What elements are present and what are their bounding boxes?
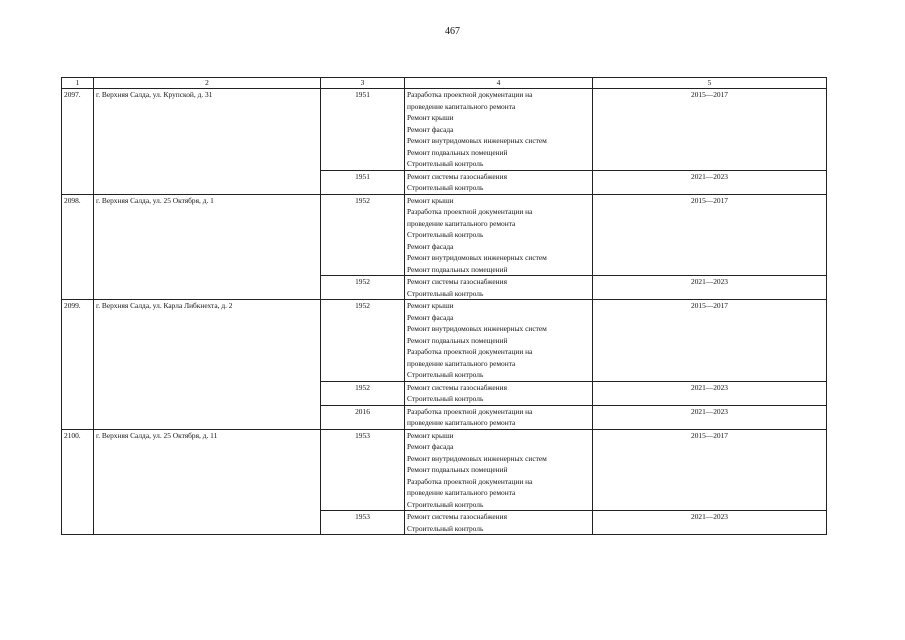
column-header-2: 2 xyxy=(94,78,321,89)
year-cell: 1953 xyxy=(321,429,405,511)
work-item: Ремонт крыши xyxy=(407,113,454,122)
table-body xyxy=(62,89,827,535)
work-item: Разработка проектной документации на xyxy=(407,406,533,416)
period-cell: 2021—2023 xyxy=(593,405,827,429)
page-number: 467 xyxy=(445,26,460,37)
table-row xyxy=(62,429,827,511)
works-cell xyxy=(405,381,593,405)
work-item: Ремонт системы газоснабжения xyxy=(407,277,507,286)
works-cell xyxy=(405,276,593,300)
work-item: Ремонт системы газоснабжения xyxy=(407,512,507,521)
work-item: Ремонт фасада xyxy=(407,241,454,251)
record-number: 2098. xyxy=(62,194,94,300)
year-cell: 1951 xyxy=(321,170,405,194)
work-item: Ремонт внутридомовых инженерных систем xyxy=(407,453,547,463)
works-cell xyxy=(405,89,593,171)
work-item: Ремонт системы газоснабжения xyxy=(407,171,507,181)
work-item: проведение капитального ремонта xyxy=(407,418,516,427)
work-item: Ремонт крыши xyxy=(407,301,454,310)
work-item: Строительный контроль xyxy=(407,159,484,168)
year-cell: 1952 xyxy=(321,276,405,300)
period-cell: 2015—2017 xyxy=(593,429,827,511)
works-cell xyxy=(405,194,593,276)
year-cell: 1953 xyxy=(321,511,405,535)
period-cell: 2015—2017 xyxy=(593,300,827,382)
work-item: Строительный контроль xyxy=(407,230,484,239)
work-item: Ремонт подвальных помещений xyxy=(407,465,508,474)
work-item: проведение капитального ремонта xyxy=(407,488,516,497)
works-cell xyxy=(405,405,593,429)
table-row xyxy=(62,89,827,171)
work-item: Строительный контроль xyxy=(407,183,484,192)
works-cell xyxy=(405,300,593,382)
work-item: проведение капитального ремонта xyxy=(407,101,516,111)
work-item: Ремонт фасада xyxy=(407,442,454,451)
period-cell: 2021—2023 xyxy=(593,276,827,300)
address-cell: г. Верхняя Салда, ул. Карла Либкнехта, д. 2 xyxy=(94,300,321,430)
period-cell: 2021—2023 xyxy=(593,381,827,405)
works-cell xyxy=(405,429,593,511)
address-cell: г. Верхняя Салда, ул. Крупской, д. 31 xyxy=(94,89,321,195)
work-item: Строительный контроль xyxy=(407,523,484,533)
table-row xyxy=(62,194,827,276)
column-header-5: 5 xyxy=(593,78,827,89)
record-number: 2099. xyxy=(62,300,94,430)
work-item: Ремонт крыши xyxy=(407,430,454,440)
year-cell: 1952 xyxy=(321,194,405,276)
work-item: Ремонт системы газоснабжения xyxy=(407,382,507,392)
work-item: Разработка проектной документации на xyxy=(407,347,533,356)
work-item: Ремонт фасада xyxy=(407,124,454,134)
works-cell xyxy=(405,511,593,535)
work-item: Ремонт внутридомовых инженерных систем xyxy=(407,324,547,333)
repair-schedule-table xyxy=(61,77,827,535)
period-cell: 2021—2023 xyxy=(593,511,827,535)
period-cell: 2015—2017 xyxy=(593,89,827,171)
year-cell: 1951 xyxy=(321,89,405,171)
work-item: Строительный контроль xyxy=(407,499,484,509)
work-item: Разработка проектной документации на xyxy=(407,90,533,99)
column-header-4: 4 xyxy=(405,78,593,89)
work-item: Ремонт подвальных помещений xyxy=(407,264,508,274)
work-item: Ремонт подвальных помещений xyxy=(407,335,508,345)
year-cell: 2016 xyxy=(321,405,405,429)
work-item: Строительный контроль xyxy=(407,288,484,298)
record-number: 2100. xyxy=(62,429,94,535)
column-header-3: 3 xyxy=(321,78,405,89)
address-cell: г. Верхняя Салда, ул. 25 Октября, д. 11 xyxy=(94,429,321,535)
work-item: проведение капитального ремонта xyxy=(407,218,516,228)
work-item: Ремонт внутридомовых инженерных систем xyxy=(407,136,547,145)
work-item: Ремонт подвальных помещений xyxy=(407,147,508,157)
address-cell: г. Верхняя Салда, ул. 25 Октября, д. 1 xyxy=(94,194,321,300)
column-header-1: 1 xyxy=(62,78,94,89)
work-item: проведение капитального ремонта xyxy=(407,358,516,368)
period-cell: 2015—2017 xyxy=(593,194,827,276)
period-cell: 2021—2023 xyxy=(593,170,827,194)
work-item: Строительный контроль xyxy=(407,394,484,403)
works-cell xyxy=(405,170,593,194)
work-item: Разработка проектной документации на xyxy=(407,476,533,486)
work-item: Ремонт внутридомовых инженерных систем xyxy=(407,253,547,262)
year-cell: 1952 xyxy=(321,381,405,405)
table-row xyxy=(62,300,827,382)
work-item: Ремонт крыши xyxy=(407,195,454,205)
work-item: Разработка проектной документации на xyxy=(407,207,533,216)
record-number: 2097. xyxy=(62,89,94,195)
year-cell: 1952 xyxy=(321,300,405,382)
work-item: Ремонт фасада xyxy=(407,312,454,322)
column-number-row xyxy=(62,78,827,89)
work-item: Строительный контроль xyxy=(407,370,484,379)
